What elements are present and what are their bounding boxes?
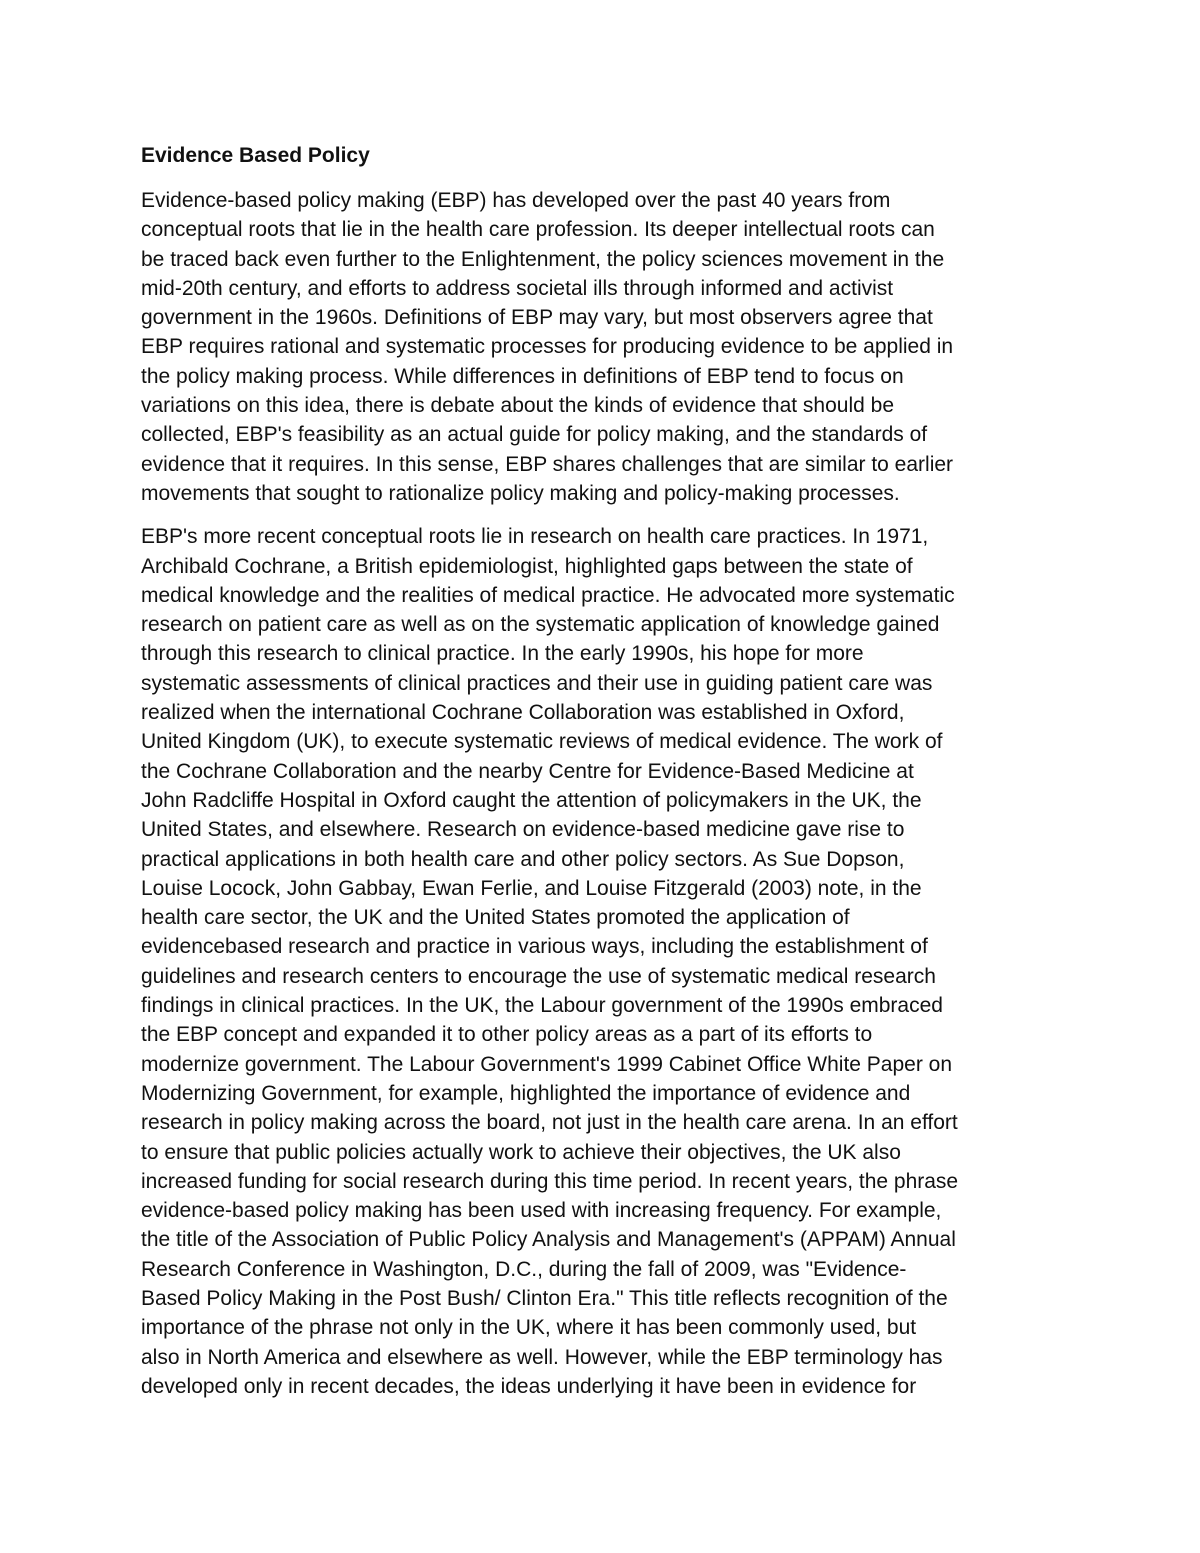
text-line: importance of the phrase not only in the UK, where it has been commonly used, but	[141, 1316, 917, 1340]
text-line: findings in clinical practices. In the UK, the Labour government of the 1990s embraced	[141, 994, 943, 1018]
text-line: research in policy making across the board, not just in the health care arena. In an effort	[141, 1111, 958, 1135]
text-line: Louise Locock, John Gabbay, Ewan Ferlie, and Louise Fitzgerald (2003) note, in the	[141, 876, 922, 900]
text-line: developed only in recent decades, the ideas underlying it have been in evidence for	[141, 1374, 917, 1398]
text-line: movements that sought to rationalize policy making and policy-making processes.	[141, 481, 900, 505]
text-line: be traced back even further to the Enlightenment, the policy sciences movement in the	[141, 247, 945, 271]
text-line: evidencebased research and practice in various ways, including the establishment of	[141, 935, 928, 959]
text-line: evidence-based policy making has been used with increasing frequency. For example,	[141, 1199, 942, 1223]
text-line: Modernizing Government, for example, highlighted the importance of evidence and	[141, 1081, 911, 1105]
text-line: United Kingdom (UK), to execute systematic reviews of medical evidence. The work of	[141, 730, 943, 754]
text-line: conceptual roots that lie in the health care profession. Its deeper intellectual roots can	[141, 218, 935, 242]
text-line: the policy making process. While differences in definitions of EBP tend to focus on	[141, 364, 904, 388]
text-line: Archibald Cochrane, a British epidemiologist, highlighted gaps between the state of	[141, 554, 913, 578]
text-line: Evidence-based policy making (EBP) has developed over the past 40 years from	[141, 189, 891, 212]
text-line: guidelines and research centers to encourage the use of systematic medical research	[141, 964, 936, 988]
text-line: government in the 1960s. Definitions of EBP may vary, but most observers agree that	[141, 306, 933, 330]
text-line: the EBP concept and expanded it to other policy areas as a part of its efforts to	[141, 1023, 873, 1047]
text-line: health care sector, the UK and the United States promoted the application of	[141, 906, 850, 930]
text-line: Based Policy Making in the Post Bush/ Clinton Era." This title reflects recognition of the	[141, 1286, 948, 1310]
text-line: variations on this idea, there is debate about the kinds of evidence that should be	[141, 394, 895, 418]
text-line: through this research to clinical practice. In the early 1990s, his hope for more	[141, 642, 864, 666]
text-line: John Radcliffe Hospital in Oxford caught the attention of policymakers in the UK, the	[141, 788, 922, 812]
text-line: collected, EBP's feasibility as an actual guide for policy making, and the standards of	[141, 423, 928, 447]
text-line: EBP requires rational and systematic processes for producing evidence to be applied in	[141, 335, 954, 359]
text-line: practical applications in both health care and other policy sectors. As Sue Dopson,	[141, 847, 905, 871]
text-line: research on patient care as well as on the systematic application of knowledge gained	[141, 613, 940, 637]
text-line: increased funding for social research during this time period. In recent years, the phrase	[141, 1169, 959, 1193]
text-line: the title of the Association of Public Policy Analysis and Management's (APPAM) Annual	[141, 1228, 956, 1252]
text-line: modernize government. The Labour Government's 1999 Cabinet Office White Paper on	[141, 1052, 953, 1076]
paragraph-container	[141, 186, 1071, 1401]
text-line: also in North America and elsewhere as well. However, while the EBP terminology has	[141, 1345, 943, 1369]
body-paragraph	[141, 186, 1071, 508]
body-paragraph	[141, 522, 1071, 1401]
text-line: the Cochrane Collaboration and the nearby Centre for Evidence-Based Medicine at	[141, 759, 914, 783]
text-line: evidence that it requires. In this sense, EBP shares challenges that are similar to earlier	[141, 452, 954, 476]
text-line: to ensure that public policies actually work to achieve their objectives, the UK also	[141, 1140, 901, 1164]
text-line: Research Conference in Washington, D.C., during the fall of 2009, was "Evidence-	[141, 1257, 907, 1281]
text-line: realized when the international Cochrane Collaboration was established in Oxford,	[141, 701, 905, 725]
text-line: United States, and elsewhere. Research on evidence-based medicine gave rise to	[141, 818, 905, 842]
document-title: Evidence Based Policy	[141, 144, 370, 167]
text-line: EBP's more recent conceptual roots lie in research on health care practices. In 1971,	[141, 525, 929, 549]
text-line: medical knowledge and the realities of medical practice. He advocated more systematic	[141, 583, 955, 607]
document-body	[141, 140, 1071, 1415]
text-line: mid-20th century, and efforts to address societal ills through informed and activist	[141, 276, 894, 300]
text-line: systematic assessments of clinical practices and their use in guiding patient care was	[141, 671, 933, 695]
